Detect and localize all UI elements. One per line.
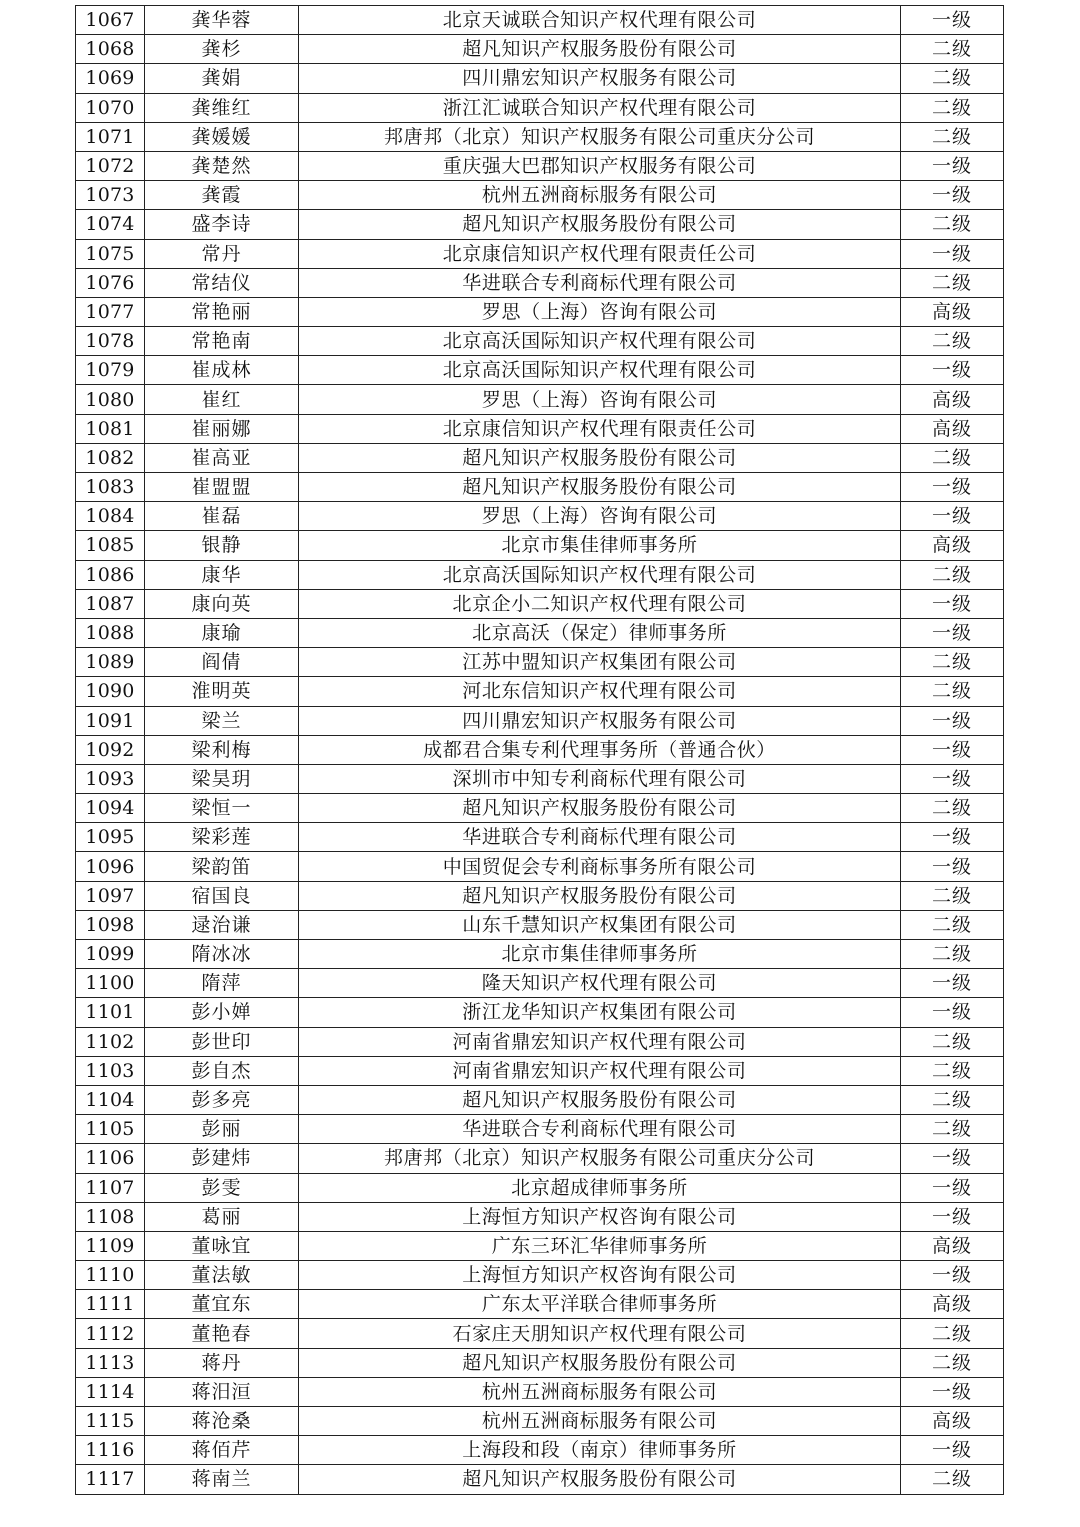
firm-name: 华进联合专利商标代理有限公司 [299,823,901,852]
row-number: 1090 [76,677,145,706]
person-name: 常艳南 [145,327,299,356]
qualification-level: 一级 [901,356,1004,385]
person-name: 隋萍 [145,969,299,998]
table-row [76,1465,1004,1494]
firm-name: 超凡知识产权服务股份有限公司 [299,443,901,472]
person-name: 银静 [145,531,299,560]
table-row [76,6,1004,35]
row-number: 1115 [76,1407,145,1436]
row-number: 1113 [76,1348,145,1377]
firm-name: 超凡知识产权服务股份有限公司 [299,881,901,910]
firm-name: 成都君合集专利代理事务所（普通合伙） [299,735,901,764]
table-row [76,1348,1004,1377]
qualification-level: 二级 [901,443,1004,472]
firm-name: 杭州五洲商标服务有限公司 [299,1377,901,1406]
person-name: 崔成林 [145,356,299,385]
firm-name: 杭州五洲商标服务有限公司 [299,1407,901,1436]
qualification-level: 二级 [901,35,1004,64]
firm-name: 超凡知识产权服务股份有限公司 [299,1465,901,1494]
qualification-level: 一级 [901,589,1004,618]
firm-name: 北京高沃国际知识产权代理有限公司 [299,560,901,589]
firm-name: 超凡知识产权服务股份有限公司 [299,210,901,239]
qualification-level: 二级 [901,64,1004,93]
person-name: 淮明英 [145,677,299,706]
table-row [76,940,1004,969]
qualification-level: 二级 [901,1085,1004,1114]
qualification-level: 一级 [901,823,1004,852]
qualification-level: 高级 [901,385,1004,414]
qualification-level: 二级 [901,93,1004,122]
row-number: 1071 [76,122,145,151]
table-row [76,122,1004,151]
qualification-level: 高级 [901,297,1004,326]
personnel-table [75,5,1004,1495]
person-name: 龚媛媛 [145,122,299,151]
firm-name: 四川鼎宏知识产权服务有限公司 [299,706,901,735]
person-name: 常艳丽 [145,297,299,326]
firm-name: 超凡知识产权服务股份有限公司 [299,35,901,64]
table-row [76,1261,1004,1290]
row-number: 1107 [76,1173,145,1202]
row-number: 1078 [76,327,145,356]
person-name: 梁兰 [145,706,299,735]
qualification-level: 一级 [901,618,1004,647]
table-row [76,1319,1004,1348]
row-number: 1093 [76,764,145,793]
table-row [76,648,1004,677]
row-number: 1082 [76,443,145,472]
person-name: 龚杉 [145,35,299,64]
person-name: 梁彩莲 [145,823,299,852]
row-number: 1077 [76,297,145,326]
qualification-level: 一级 [901,473,1004,502]
firm-name: 广东三环汇华律师事务所 [299,1231,901,1260]
person-name: 蒋南兰 [145,1465,299,1494]
row-number: 1092 [76,735,145,764]
firm-name: 华进联合专利商标代理有限公司 [299,1115,901,1144]
table-row [76,1173,1004,1202]
table-row [76,560,1004,589]
table-row [76,64,1004,93]
table-row [76,969,1004,998]
firm-name: 罗思（上海）咨询有限公司 [299,297,901,326]
firm-name: 超凡知识产权服务股份有限公司 [299,1085,901,1114]
qualification-level: 一级 [901,239,1004,268]
firm-name: 石家庄天朋知识产权代理有限公司 [299,1319,901,1348]
row-number: 1102 [76,1027,145,1056]
qualification-level: 一级 [901,151,1004,180]
firm-name: 河南省鼎宏知识产权代理有限公司 [299,1056,901,1085]
person-name: 梁利梅 [145,735,299,764]
person-name: 梁韵笛 [145,852,299,881]
document-page [75,5,1003,1495]
firm-name: 北京市集佳律师事务所 [299,531,901,560]
person-name: 梁昊玥 [145,764,299,793]
row-number: 1106 [76,1144,145,1173]
firm-name: 邦唐邦（北京）知识产权服务有限公司重庆分公司 [299,1144,901,1173]
person-name: 崔丽娜 [145,414,299,443]
table-row [76,1202,1004,1231]
firm-name: 重庆强大巴郡知识产权服务有限公司 [299,151,901,180]
table-row [76,589,1004,618]
firm-name: 北京市集佳律师事务所 [299,940,901,969]
table-row [76,1027,1004,1056]
qualification-level: 二级 [901,122,1004,151]
qualification-level: 一级 [901,706,1004,735]
table-row [76,998,1004,1027]
qualification-level: 二级 [901,648,1004,677]
firm-name: 北京企小二知识产权代理有限公司 [299,589,901,618]
qualification-level: 二级 [901,268,1004,297]
qualification-level: 一级 [901,998,1004,1027]
qualification-level: 一级 [901,852,1004,881]
table-row [76,881,1004,910]
qualification-level: 高级 [901,414,1004,443]
qualification-level: 二级 [901,1115,1004,1144]
table-row [76,210,1004,239]
qualification-level: 二级 [901,910,1004,939]
table-row [76,910,1004,939]
table-row [76,502,1004,531]
table-row [76,706,1004,735]
qualification-level: 一级 [901,1377,1004,1406]
person-name: 彭多亮 [145,1085,299,1114]
table-row [76,151,1004,180]
person-name: 龚娟 [145,64,299,93]
table-row [76,35,1004,64]
firm-name: 深圳市中知专利商标代理有限公司 [299,764,901,793]
qualification-level: 二级 [901,881,1004,910]
qualification-level: 一级 [901,1261,1004,1290]
row-number: 1101 [76,998,145,1027]
table-row [76,239,1004,268]
person-name: 崔红 [145,385,299,414]
firm-name: 上海段和段（南京）律师事务所 [299,1436,901,1465]
person-name: 隋冰冰 [145,940,299,969]
person-name: 龚维红 [145,93,299,122]
row-number: 1112 [76,1319,145,1348]
table-row [76,473,1004,502]
table-row [76,356,1004,385]
row-number: 1103 [76,1056,145,1085]
firm-name: 华进联合专利商标代理有限公司 [299,268,901,297]
row-number: 1083 [76,473,145,502]
person-name: 董法敏 [145,1261,299,1290]
row-number: 1108 [76,1202,145,1231]
qualification-level: 二级 [901,1348,1004,1377]
firm-name: 北京天诚联合知识产权代理有限公司 [299,6,901,35]
person-name: 崔盟盟 [145,473,299,502]
qualification-level: 二级 [901,794,1004,823]
person-name: 康向英 [145,589,299,618]
firm-name: 杭州五洲商标服务有限公司 [299,181,901,210]
person-name: 龚霞 [145,181,299,210]
firm-name: 北京高沃国际知识产权代理有限公司 [299,327,901,356]
table-row [76,1056,1004,1085]
person-name: 逯治谦 [145,910,299,939]
table-row [76,764,1004,793]
row-number: 1081 [76,414,145,443]
row-number: 1072 [76,151,145,180]
firm-name: 上海恒方知识产权咨询有限公司 [299,1202,901,1231]
person-name: 董咏宜 [145,1231,299,1260]
person-name: 彭建炜 [145,1144,299,1173]
person-name: 康华 [145,560,299,589]
firm-name: 河北东信知识产权代理有限公司 [299,677,901,706]
qualification-level: 一级 [901,502,1004,531]
qualification-level: 一级 [901,181,1004,210]
row-number: 1109 [76,1231,145,1260]
row-number: 1079 [76,356,145,385]
qualification-level: 二级 [901,1465,1004,1494]
row-number: 1074 [76,210,145,239]
person-name: 董宜东 [145,1290,299,1319]
qualification-level: 一级 [901,735,1004,764]
person-name: 常结仪 [145,268,299,297]
row-number: 1086 [76,560,145,589]
person-name: 彭雯 [145,1173,299,1202]
table-row [76,93,1004,122]
firm-name: 隆天知识产权代理有限公司 [299,969,901,998]
qualification-level: 高级 [901,1290,1004,1319]
qualification-level: 高级 [901,1231,1004,1260]
table-row [76,823,1004,852]
table-row [76,297,1004,326]
qualification-level: 一级 [901,1144,1004,1173]
row-number: 1117 [76,1465,145,1494]
firm-name: 北京高沃（保定）律师事务所 [299,618,901,647]
firm-name: 四川鼎宏知识产权服务有限公司 [299,64,901,93]
firm-name: 河南省鼎宏知识产权代理有限公司 [299,1027,901,1056]
row-number: 1091 [76,706,145,735]
table-row [76,181,1004,210]
row-number: 1099 [76,940,145,969]
firm-name: 超凡知识产权服务股份有限公司 [299,794,901,823]
row-number: 1073 [76,181,145,210]
qualification-level: 高级 [901,531,1004,560]
firm-name: 山东千慧知识产权集团有限公司 [299,910,901,939]
row-number: 1098 [76,910,145,939]
table-row [76,1377,1004,1406]
row-number: 1096 [76,852,145,881]
row-number: 1067 [76,6,145,35]
person-name: 常丹 [145,239,299,268]
firm-name: 北京康信知识产权代理有限责任公司 [299,239,901,268]
firm-name: 浙江龙华知识产权集团有限公司 [299,998,901,1027]
row-number: 1087 [76,589,145,618]
row-number: 1069 [76,64,145,93]
row-number: 1068 [76,35,145,64]
person-name: 龚楚然 [145,151,299,180]
person-name: 梁恒一 [145,794,299,823]
row-number: 1075 [76,239,145,268]
qualification-level: 一级 [901,1202,1004,1231]
table-row [76,794,1004,823]
qualification-level: 二级 [901,210,1004,239]
table-row [76,1085,1004,1114]
qualification-level: 二级 [901,677,1004,706]
table-row [76,385,1004,414]
table-row [76,1115,1004,1144]
qualification-level: 一级 [901,6,1004,35]
qualification-level: 一级 [901,1173,1004,1202]
person-name: 蒋佰芹 [145,1436,299,1465]
row-number: 1095 [76,823,145,852]
qualification-level: 二级 [901,1027,1004,1056]
person-name: 蒋沧桑 [145,1407,299,1436]
firm-name: 邦唐邦（北京）知识产权服务有限公司重庆分公司 [299,122,901,151]
table-row [76,1436,1004,1465]
qualification-level: 二级 [901,1056,1004,1085]
row-number: 1100 [76,969,145,998]
person-name: 蒋丹 [145,1348,299,1377]
firm-name: 北京超成律师事务所 [299,1173,901,1202]
row-number: 1097 [76,881,145,910]
person-name: 崔高亚 [145,443,299,472]
firm-name: 罗思（上海）咨询有限公司 [299,502,901,531]
person-name: 葛丽 [145,1202,299,1231]
qualification-level: 二级 [901,1319,1004,1348]
person-name: 阎倩 [145,648,299,677]
person-name: 董艳春 [145,1319,299,1348]
person-name: 盛李诗 [145,210,299,239]
qualification-level: 二级 [901,327,1004,356]
table-row [76,268,1004,297]
row-number: 1088 [76,618,145,647]
table-row [76,1144,1004,1173]
person-name: 彭小婵 [145,998,299,1027]
row-number: 1111 [76,1290,145,1319]
table-body [76,6,1004,1495]
firm-name: 浙江汇诚联合知识产权代理有限公司 [299,93,901,122]
firm-name: 江苏中盟知识产权集团有限公司 [299,648,901,677]
qualification-level: 一级 [901,1436,1004,1465]
row-number: 1110 [76,1261,145,1290]
table-row [76,1290,1004,1319]
row-number: 1084 [76,502,145,531]
row-number: 1094 [76,794,145,823]
firm-name: 北京高沃国际知识产权代理有限公司 [299,356,901,385]
firm-name: 罗思（上海）咨询有限公司 [299,385,901,414]
firm-name: 中国贸促会专利商标事务所有限公司 [299,852,901,881]
person-name: 彭丽 [145,1115,299,1144]
row-number: 1070 [76,93,145,122]
qualification-level: 高级 [901,1407,1004,1436]
firm-name: 上海恒方知识产权咨询有限公司 [299,1261,901,1290]
row-number: 1114 [76,1377,145,1406]
firm-name: 广东太平洋联合律师事务所 [299,1290,901,1319]
table-row [76,852,1004,881]
person-name: 彭自杰 [145,1056,299,1085]
row-number: 1089 [76,648,145,677]
person-name: 彭世印 [145,1027,299,1056]
table-row [76,414,1004,443]
person-name: 龚华蓉 [145,6,299,35]
row-number: 1104 [76,1085,145,1114]
row-number: 1076 [76,268,145,297]
table-row [76,531,1004,560]
row-number: 1116 [76,1436,145,1465]
person-name: 崔磊 [145,502,299,531]
firm-name: 超凡知识产权服务股份有限公司 [299,1348,901,1377]
table-row [76,443,1004,472]
person-name: 蒋汨洹 [145,1377,299,1406]
firm-name: 超凡知识产权服务股份有限公司 [299,473,901,502]
row-number: 1105 [76,1115,145,1144]
person-name: 宿国良 [145,881,299,910]
table-row [76,327,1004,356]
table-row [76,1407,1004,1436]
qualification-level: 一级 [901,764,1004,793]
table-row [76,1231,1004,1260]
table-row [76,735,1004,764]
qualification-level: 二级 [901,560,1004,589]
firm-name: 北京康信知识产权代理有限责任公司 [299,414,901,443]
row-number: 1080 [76,385,145,414]
row-number: 1085 [76,531,145,560]
qualification-level: 二级 [901,940,1004,969]
table-row [76,618,1004,647]
table-row [76,677,1004,706]
person-name: 康瑜 [145,618,299,647]
qualification-level: 一级 [901,969,1004,998]
